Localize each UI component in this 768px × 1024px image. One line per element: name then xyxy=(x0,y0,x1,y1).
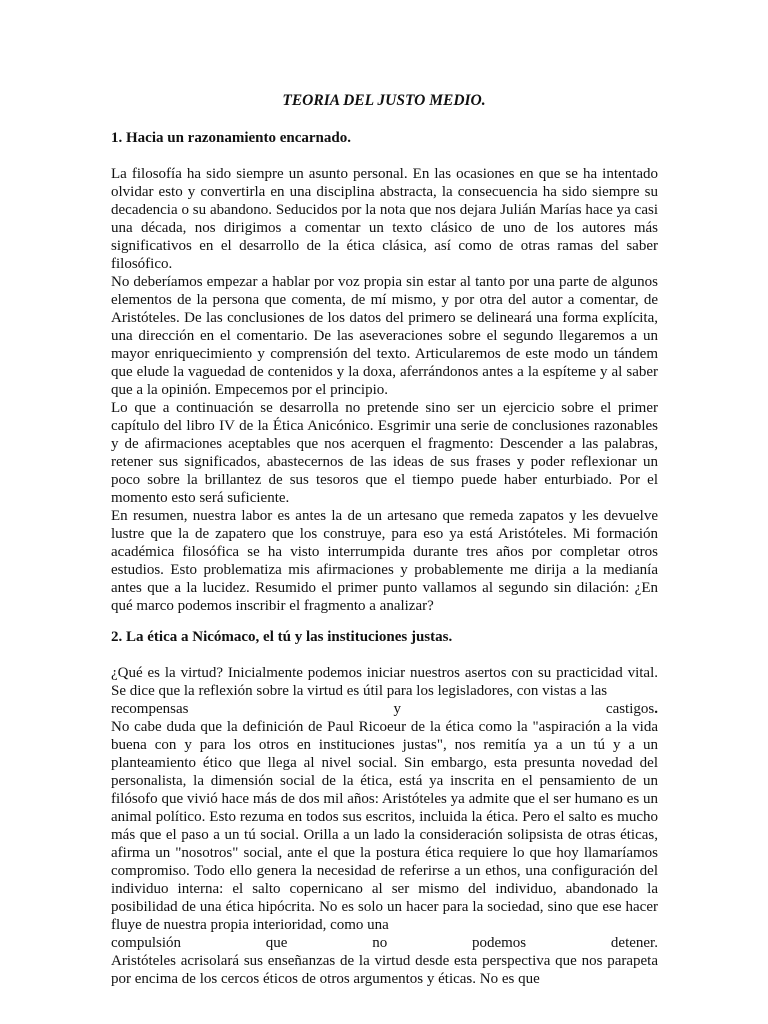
justified-line xyxy=(111,700,658,718)
section-heading-2: 2. La ética a Nicómaco, el tú y las instituciones justas. xyxy=(111,629,453,645)
paragraph: No cabe duda que la definición de Paul Ricoeur de la ética como la "aspiración a la vida buena con y para los otros en instituciones justas", nos remitía ya a un tú y a un planteamiento ético que llega al nivel social. Sin embargo, esta presunta novedad del personalista, la dimensión social de la ética, está ya inscrita en el pensamiento de un filósofo que vivió hace más de dos mil años: Aristóteles ya admite que el ser humano es un animal político. Esto rezuma en todos sus escritos, incluida la ética. Pero el salto es mucho más que el paso a un tú social. Orilla a un lado la consideración solipsista de otras éticas, afirma un "nosotros" social, ante el que la postura ética requiere lo que hoy llamaríamos compromiso. Todo ello genera la necesidad de referirse a un ethos, una configuración del individuo interna: el salto copernicano al ser mismo del individuo, abandonado la posibilidad de una ética hipócrita. No es solo un hacer para la sociedad, sino que ese hacer fluye de nuestra propia interioridad, como una xyxy=(111,719,658,933)
word: podemos xyxy=(471,935,527,951)
bold-period: . xyxy=(654,701,658,717)
paragraph: Aristóteles acrisolará sus enseñanzas de la virtud desde esta perspectiva que nos parapeta por encima de los cercos éticos de otros argumentos y éticas. No es que xyxy=(111,953,658,987)
paragraph: Lo que a continuación se desarrolla no pretende sino ser un ejercicio sobre el primer capítulo del libro IV de la Ética Anicónico. Esgrimir una serie de conclusiones razonables y de afirmaciones aceptables que nos acerquen el fragmento: Descender a las palabras, retener sus significados, abastecernos de las ideas de sus frases y poder reflexionar un poco sobre la brillantez de sus tesoros que el tiempo puede haber enturbiado. Por el momento esto será suficiente. xyxy=(111,400,658,506)
word: recompensas xyxy=(111,701,189,717)
word: que xyxy=(265,935,288,951)
section-2-body xyxy=(111,664,658,988)
justified-line xyxy=(111,934,658,952)
word: no xyxy=(372,935,388,951)
word: y xyxy=(393,701,401,717)
paragraph: No deberíamos empezar a hablar por voz propia sin estar al tanto por una parte de algunos elementos de la persona que comenta, de mí mismo, y por otra del autor a comentar, de Aristóteles. De las conclusiones de los datos del primero se delineará una forma explícita, una dirección en el comentario. De las aseveraciones sobre el segundo llegaremos a un mayor enriquecimiento y comprensión del texto. Articularemos de este modo un tándem que elude la vaguedad de contenidos y la doxa, aferrándonos antes a la espíteme y al saber que a la opinión. Empecemos por el principio. xyxy=(111,274,658,398)
paragraph: En resumen, nuestra labor es antes la de un artesano que remeda zapatos y les devuelve lustre que la de zapatero que los construye, para eso ya está Aristóteles. Mi formación académica filosófica se ha visto interrumpida durante tres años por completar otros estudios. Esto problematiza mis afirmaciones y probablemente me dirija a la medianía antes que a la lucidez. Resumido el primer punto vallamos al segundo sin dilación: ¿En qué marco podemos inscribir el fragmento a analizar? xyxy=(111,508,658,614)
section-heading-1: 1. Hacia un razonamiento encarnado. xyxy=(111,130,351,146)
document-title: TEORIA DEL JUSTO MEDIO. xyxy=(282,92,486,109)
word: castigos. xyxy=(605,701,658,717)
section-1-body xyxy=(111,165,658,615)
word: compulsión xyxy=(111,935,181,951)
paragraph: La filosofía ha sido siempre un asunto personal. En las ocasiones en que se ha intentado olvidar esto y convertirla en una disciplina abstracta, la consecuencia ha sido siempre su decadencia o su abandono. Seducidos por la nota que nos dejara Julián Marías hace ya casi una década, nos dirigimos a comentar un texto clásico de uno de los autores más significativos en el desarrollo de la ética clásica, así como de otras ramas del saber filosófico. xyxy=(111,166,658,272)
paragraph: ¿Qué es la virtud? Inicialmente podemos iniciar nuestros asertos con su practicidad vital. Se dice que la reflexión sobre la virtud es útil para los legisladores, con vistas a las xyxy=(111,665,658,699)
word: detener. xyxy=(610,935,658,951)
